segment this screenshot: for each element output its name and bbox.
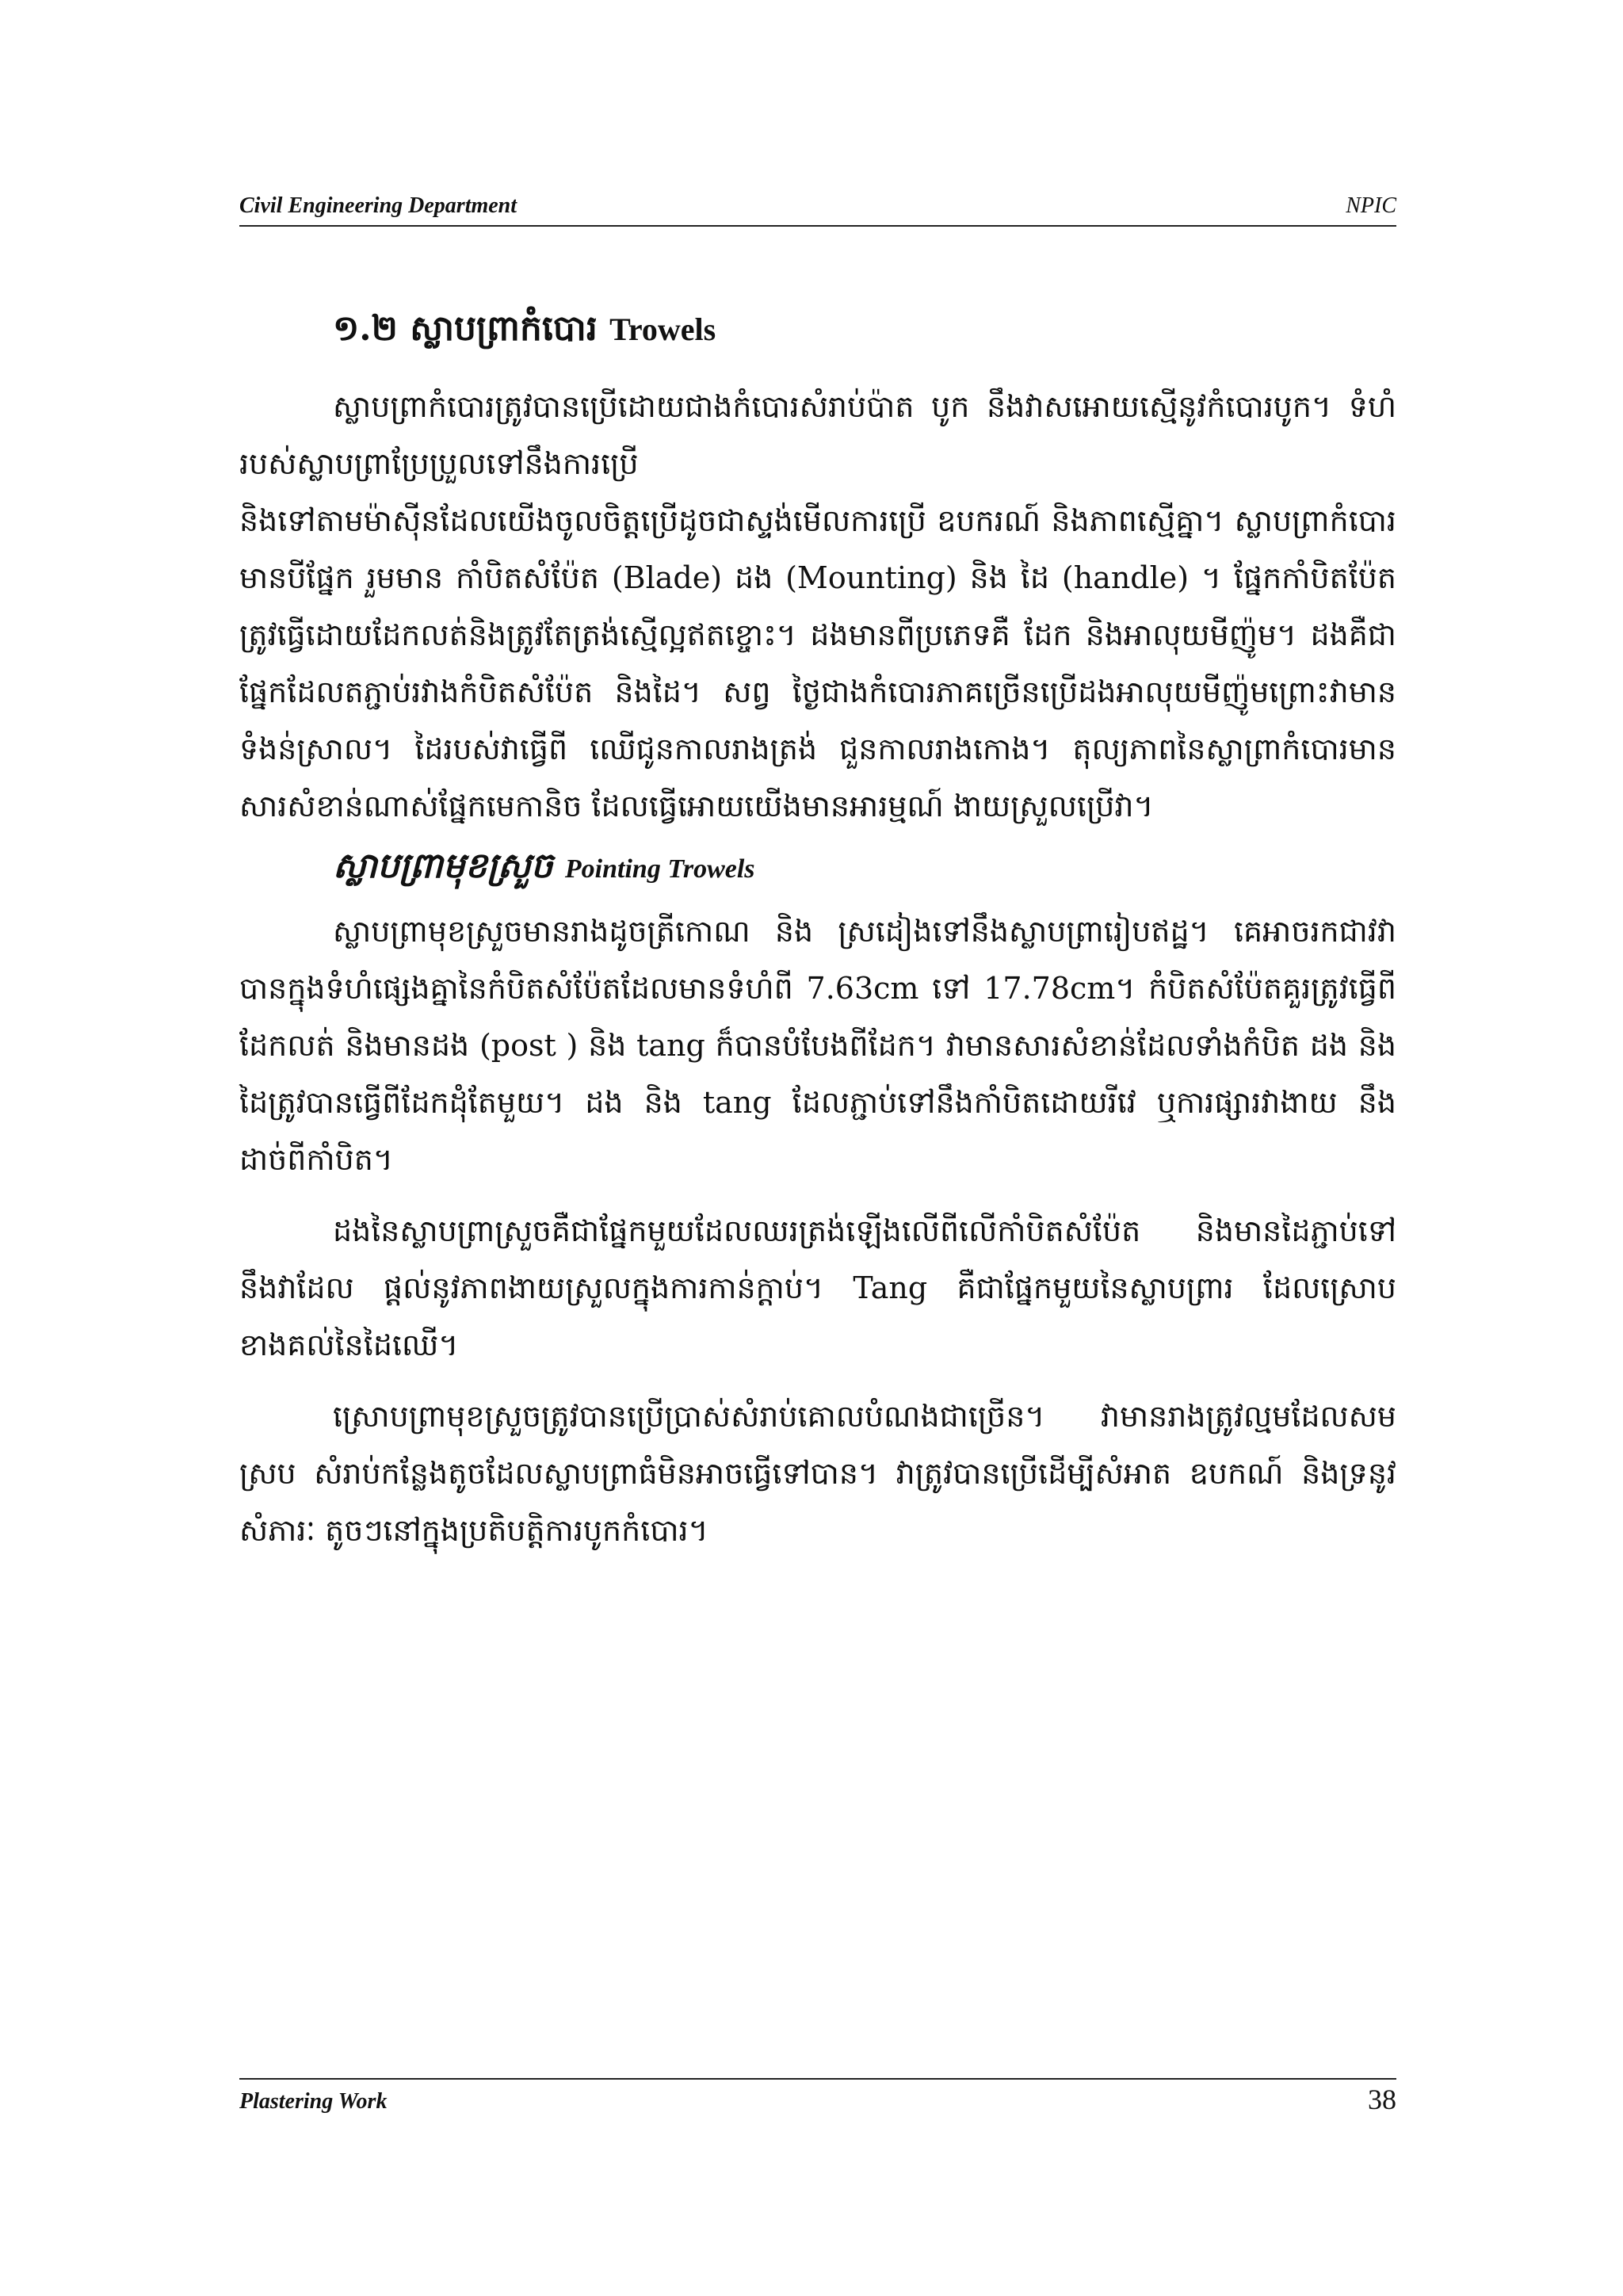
page-number: 38 [1368,2084,1396,2115]
section-title-khmer: ១.២ ស្លាបព្រាកំបោរ [333,308,598,349]
page-footer [239,2078,1396,2127]
paragraph-pointing-trowel: ស្លាបព្រាមុខស្រួចមានរាងដូចត្រីកោណ និង ស្រដៀងទៅនឹងស្លាបព្រារៀបឥដ្ឋ។ គេអាចរកជាវវាបានក្នុងទំហំផ្សេងគ្នានៃកំបិតសំប៉ែតដែលមានទំហំពី 7.63cm ទៅ 17.78cm។ កំបិតសំប៉ែតគួរត្រូវធ្វើពីដែកលត់ និងមានដង (post ) និង tang ក៏បានបំបែងពីដែក។ វាមានសារសំខាន់ដែលទាំងកំបិត ដង និង ដៃត្រូវបានធ្វើពីដែកដុំតែមួយ។ ដង និង tang ដែលភ្ជាប់ទៅនឹងកាំបិតដោយរីវេ ឬការផ្សារវាងាយ នឹងដាច់ពីកាំបិត។ [239,914,1396,1177]
footer-title: Plastering Work [239,2089,388,2114]
section-heading [333,301,1396,357]
subsection-title-khmer: ស្លាបព្រាមុខស្រួច [333,846,553,886]
paragraph-trowel-parts: និងទៅតាមម៉ាស៊ីនដែលយើងចូលចិត្តប្រើដូចជាស្ទង់មើលការប្រើ ឧបករណ៍ និងភាពស្មើគ្នា។ ស្លាបព្រាកំបោរមានបីផ្នែក រួមមាន កាំបិតសំប៉ែត (Blade) ដង (Mounting) និង ដៃ (handle) ។ ផ្នែកកាំបិតប៉ែតត្រូវធ្វើដោយដែកលត់និងត្រូវតែត្រង់ស្មើល្អឥតខ្ចោះ។ ដងមានពីប្រភេទគឺ ដែក និងអាលុយមីញ៉ូម។ ដងគឺជាផ្នែកដែលតភ្ជាប់រវាងកំបិតសំប៉ែត និងដៃ។ សព្វ ថ្ងៃជាងកំបោរភាគច្រើនប្រើដងអាលុយមីញ៉ូមព្រោះវាមានទំងន់ស្រាល។ ដៃរបស់វាធ្វើពី ឈើជូនកាលរាងត្រង់ ជួនកាលរាងកោង។ តុល្យភាពនៃស្លាព្រាកំបោរមានសារសំខាន់ណាស់ផ្នែកមេកានិច ដែលធ្វើអោយយើងមានអារម្មណ៍ ងាយស្រួលប្រើវា។ [239,503,1396,823]
page-content [239,293,1396,1559]
header-institution: NPIC [1346,193,1396,218]
subsection-title-english: Pointing Trowels [564,854,755,884]
header-department: Civil Engineering Department [239,193,517,218]
paragraph-post-tang: ដងនៃស្លាបព្រាស្រួចគឺជាផ្នែកមួយដែលឈរត្រង់ឡើងលើពីលើកាំបិតសំប៉ែត និងមានដៃភ្ជាប់ទៅនឹងវាដែល ផ្តល់នូវភាពងាយស្រួលក្នុងការកាន់ក្តាប់។ Tang គឺជាផ្នែកមួយនៃស្លាបព្រារ ដែលស្រោបខាងគល់នៃដៃឈើ។ [239,1213,1396,1362]
paragraph-intro: ស្លាបព្រាកំបោរត្រូវបានប្រើដោយជាងកំបោរសំរាប់ប៉ាត បូក នឹងវាសអោយស្មើនូវកំបោរបូក។ ទំហំរបស់ស្លាបព្រាប្រែប្រួលទៅនឹងការប្រើ [239,389,1396,481]
page-header [239,189,1396,227]
subsection-heading [333,836,1396,900]
paragraph-uses: ស្រោបព្រាមុខស្រួចត្រូវបានប្រើប្រាស់សំរាប់គោលបំណងជាច្រើន។ វាមានរាងត្រូវល្មមដែលសមស្រប សំរាប់កន្លែងតូចដែលស្លាបព្រាធំមិនអាចធ្វើទៅបាន។ វាត្រូវបានប្រើដើម្បីសំអាត ឧបកណ៍ និងទ្រនូវ សំភារៈ តូចៗនៅក្នុងប្រតិបត្តិការបូកកំបោរ។ [239,1399,1396,1548]
section-title-english: Trowels [609,311,716,347]
